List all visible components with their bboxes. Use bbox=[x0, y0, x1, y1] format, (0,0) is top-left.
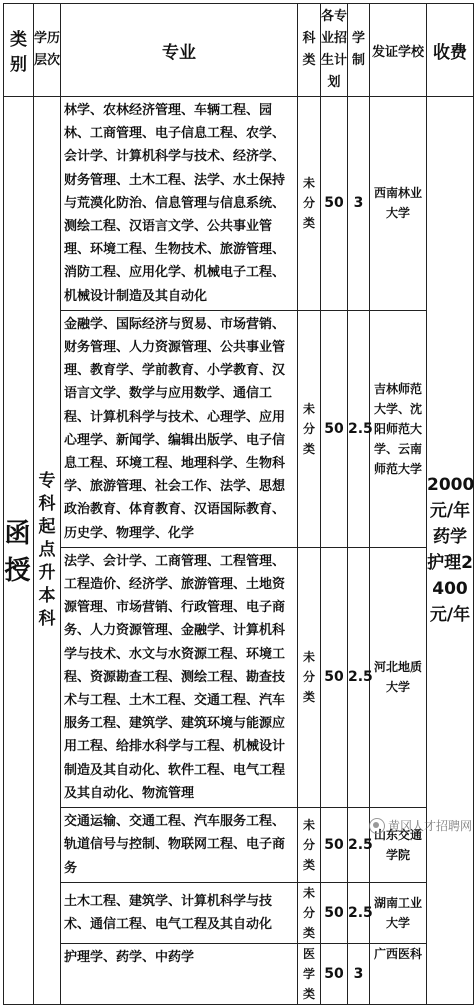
school-name: 吉林师范大学、沈阳师范大学、云南师范大学 bbox=[370, 310, 427, 547]
table-row bbox=[4, 547, 474, 807]
plan-count: 50 bbox=[321, 97, 348, 311]
study-years: 2.5 bbox=[348, 310, 370, 547]
major-list: 法学、会计学、工商管理、工程管理、工程造价、经济学、旅游管理、土地资源管理、市场营销、行政管理、电子商务、人力资源管理、金融学、计算机科学与技术、水文与水资源工程、环境工程、资源勘查工程、测绘工程、勘查技术与工程、土木工程、交通工程、汽车服务工程、建筑学、建筑环境与能源应用工程、给排水科学与工程、机械设计制造及其自动化、软件工程、电气工程及其自动化、物流管理 bbox=[61, 547, 298, 807]
enrollment-table bbox=[3, 3, 474, 1005]
table-row bbox=[4, 882, 474, 943]
subject-type: 未分类 bbox=[298, 547, 321, 807]
level-cell: 专科起点升本科 bbox=[34, 97, 61, 1005]
subject-type: 未分类 bbox=[298, 97, 321, 311]
study-years: 2.5 bbox=[348, 882, 370, 943]
subject-type: 未分类 bbox=[298, 808, 321, 883]
header-fee: 收费 bbox=[427, 4, 474, 97]
school-name: 广西医科 bbox=[370, 943, 427, 1004]
header-years: 学制 bbox=[348, 4, 370, 97]
plan-count: 50 bbox=[321, 808, 348, 883]
header-school: 发证学校 bbox=[370, 4, 427, 97]
major-list: 金融学、国际经济与贸易、市场营销、财务管理、人力资源管理、公共事业管理、教育学、学前教育、小学教育、汉语言文学、数学与应用数学、通信工程、计算机科学与技术、心理学、应用心理学、新闻学、编辑出版学、电子信息工程、环境工程、地理科学、生物科学、旅游管理、社会工作、法学、思想政治教育、体育教育、汉语国际教育、历史学、物理学、化学 bbox=[61, 310, 298, 547]
header-major: 专业 bbox=[61, 4, 298, 97]
major-list: 林学、农林经济管理、车辆工程、园林、工商管理、电子信息工程、农学、会计学、计算机科学与技术、经济学、财务管理、土木工程、法学、水土保持与荒漠化防治、信息管理与信息系统、测绘工程、汉语言文学、公共事业管理、环境工程、生物技术、旅游管理、消防工程、应用化学、机械电子工程、机械设计制造及其自动化 bbox=[61, 97, 298, 311]
fee-cell: 2000 元/年 药学 护理2 400 元/年 bbox=[427, 97, 474, 1005]
category-cell: 函授 bbox=[4, 97, 34, 1005]
study-years: 2.5 bbox=[348, 547, 370, 807]
school-name: 湖南工业大学 bbox=[370, 882, 427, 943]
school-name: 河北地质大学 bbox=[370, 547, 427, 807]
plan-count: 50 bbox=[321, 547, 348, 807]
table-row bbox=[4, 943, 474, 1004]
header-plan: 各专业招生计划 bbox=[321, 4, 348, 97]
watermark-text: 黄冈人才招聘网 bbox=[387, 819, 472, 833]
subject-type: 医学类 bbox=[298, 943, 321, 1004]
school-name: 西南林业大学 bbox=[370, 97, 427, 311]
watermark bbox=[369, 817, 472, 834]
wechat-logo-icon bbox=[369, 818, 385, 834]
major-list: 土木工程、建筑学、计算机科学与技术、通信工程、电气工程及其自动化 bbox=[61, 882, 298, 943]
table-row bbox=[4, 310, 474, 547]
plan-count: 50 bbox=[321, 882, 348, 943]
study-years: 3 bbox=[348, 97, 370, 311]
school-name: 山东交通学院 bbox=[370, 808, 427, 883]
subject-type: 未分类 bbox=[298, 882, 321, 943]
header-category: 类别 bbox=[4, 4, 34, 97]
plan-count: 50 bbox=[321, 943, 348, 1004]
major-list: 交通运输、交通工程、汽车服务工程、轨道信号与控制、物联网工程、电子商务 bbox=[61, 808, 298, 883]
major-list: 护理学、药学、中药学 bbox=[61, 943, 298, 1004]
study-years: 3 bbox=[348, 943, 370, 1004]
header-row bbox=[4, 4, 474, 97]
subject-type: 未分类 bbox=[298, 310, 321, 547]
header-subject-type: 科类 bbox=[298, 4, 321, 97]
plan-count: 50 bbox=[321, 310, 348, 547]
header-level: 学历层次 bbox=[34, 4, 61, 97]
table-row bbox=[4, 97, 474, 311]
study-years: 2.5 bbox=[348, 808, 370, 883]
